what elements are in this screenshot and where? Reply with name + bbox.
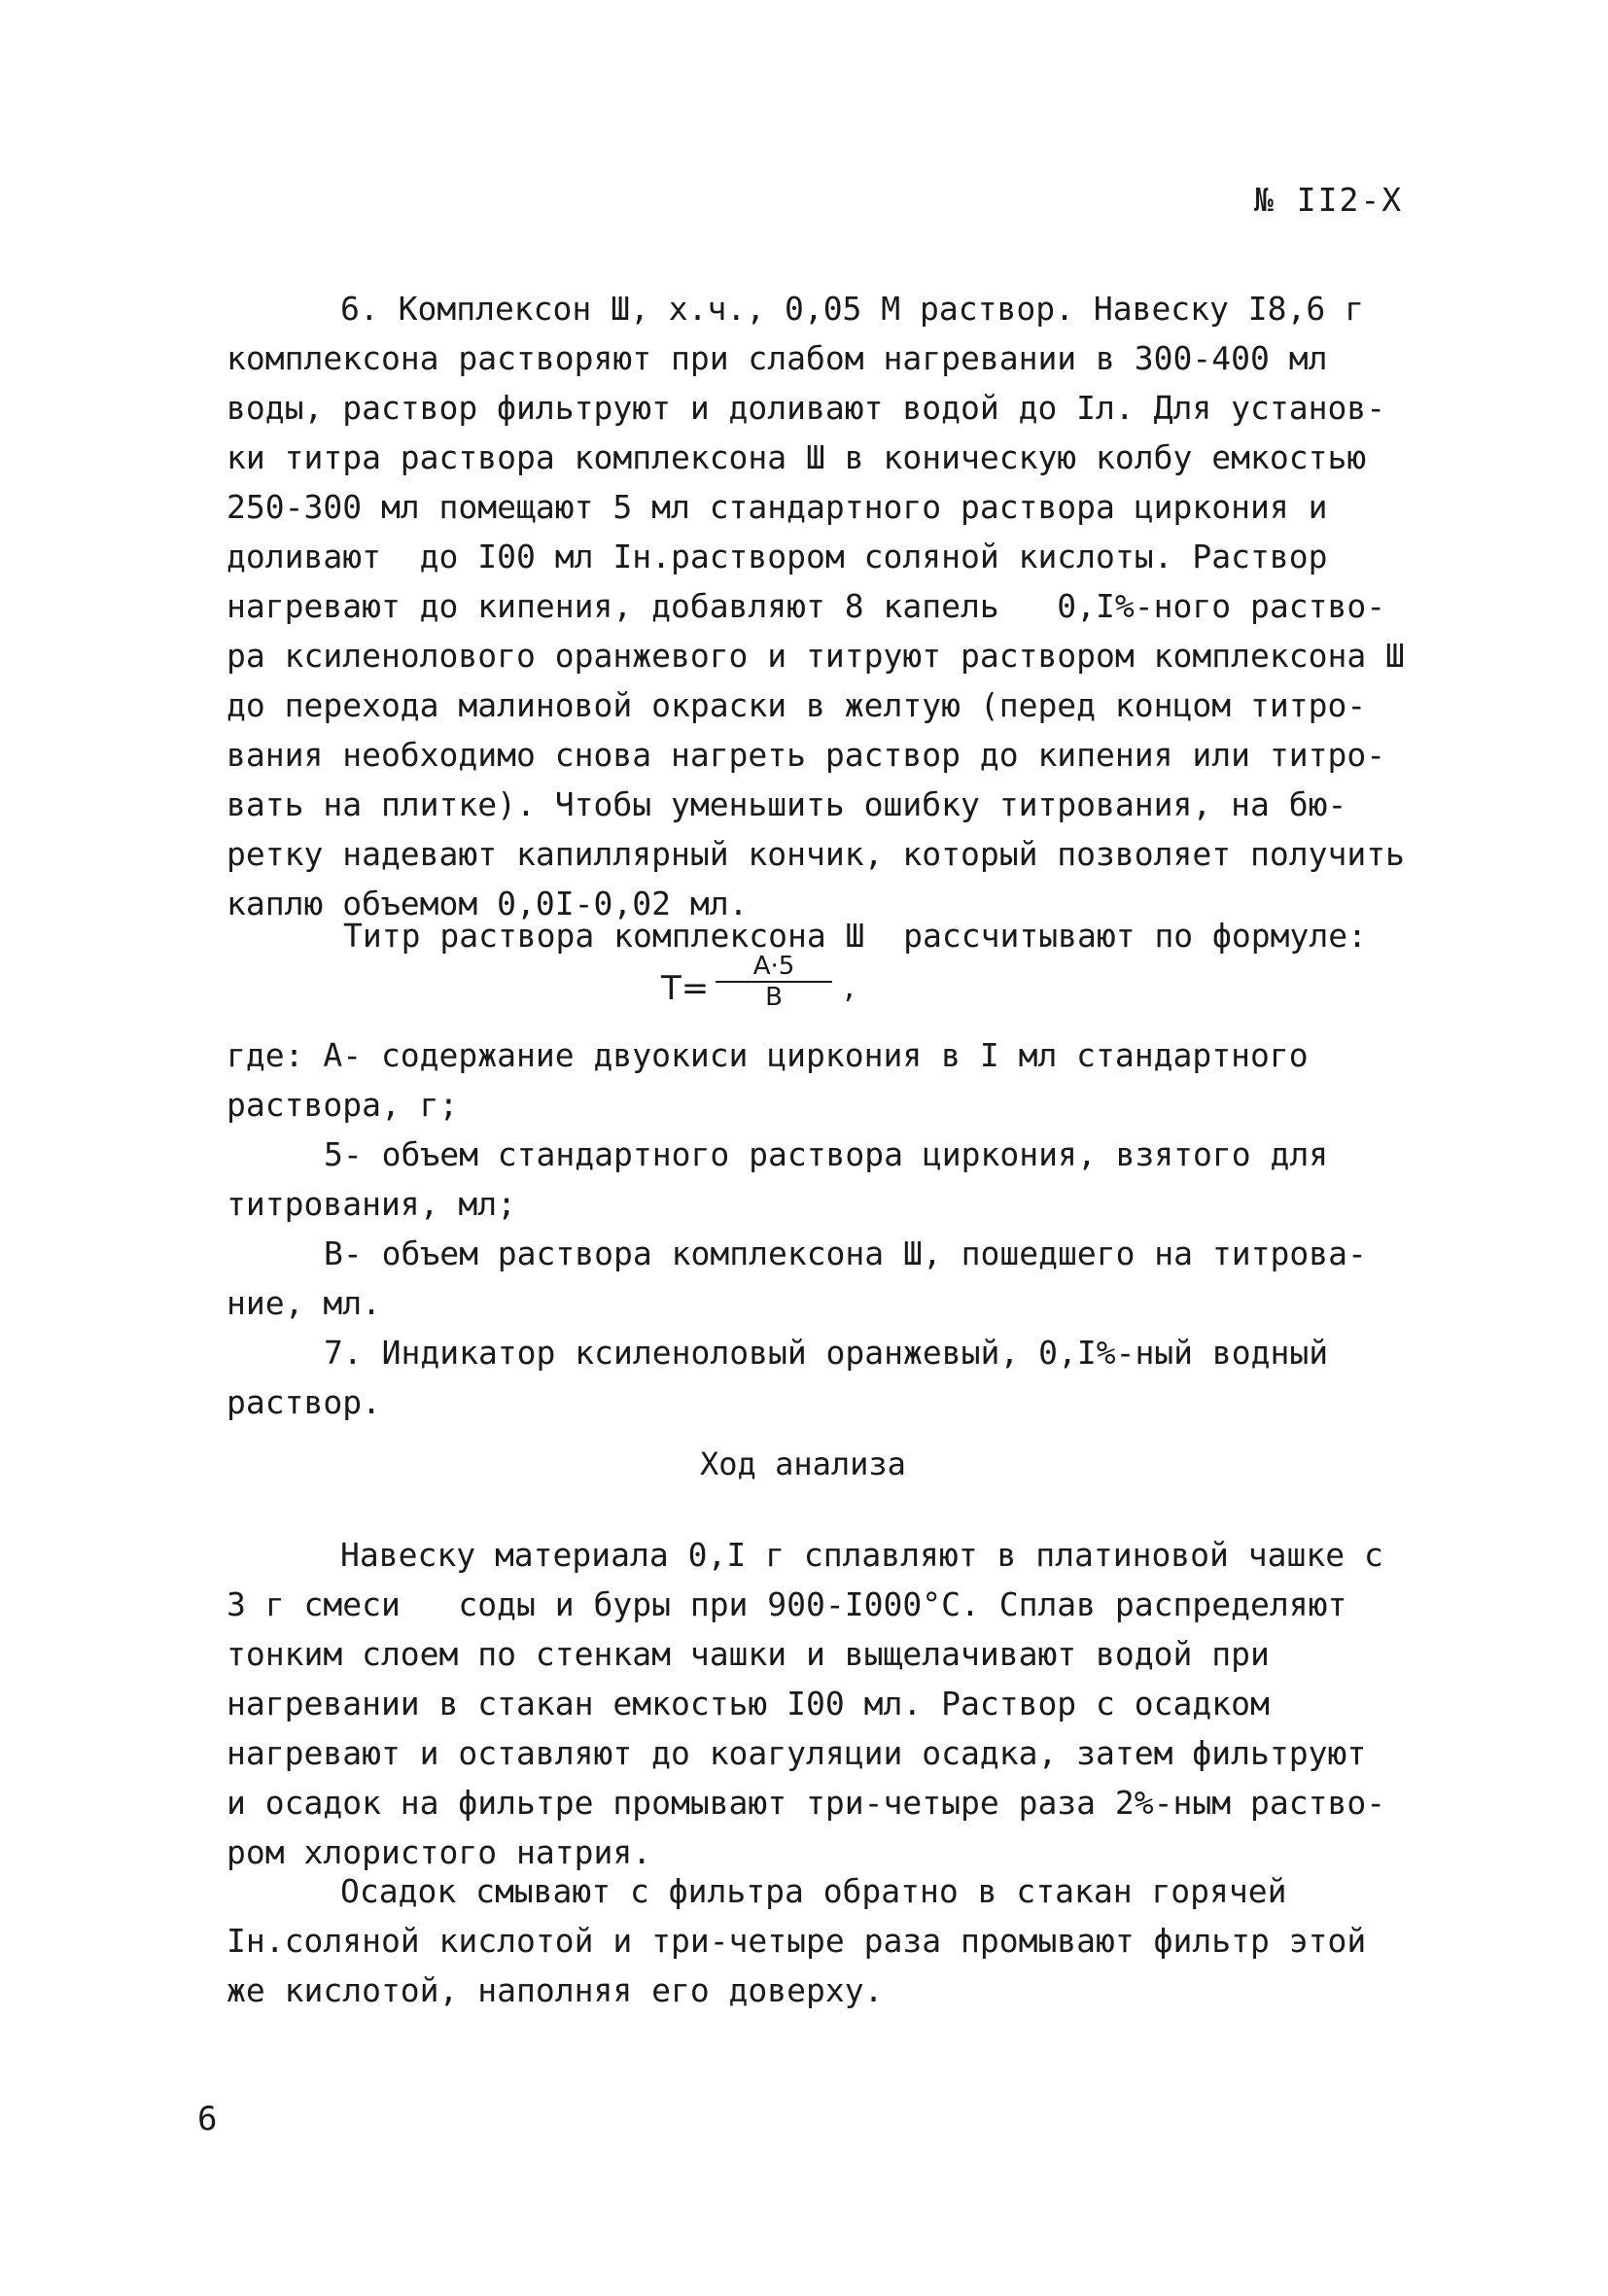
formula-lhs: T= [661,969,710,1008]
text-line: каплю объемом 0,0I-0,02 мл. [227,885,749,922]
text-line: вать на плитке). Чтобы уменьшить ошибку титрования, на бю- [227,785,1347,823]
text-line: нагревают и оставляют до коагуляции осадка, затем фильтруют [227,1734,1367,1772]
text-line: ретку надевают капиллярный кончик, который позволяет получить [227,835,1405,873]
text-line: ние, мл. [227,1284,381,1322]
text-line: до перехода малиновой окраски в желтую (перед концом титро- [227,686,1367,724]
document-number: № II2-X [1254,181,1404,219]
text-line: вания необходимо снова нагреть раствор до кипения или титро- [227,736,1386,774]
text-line: Осадок смывают с фильтра обратно в стакан горячей [340,1872,1287,1910]
formula-intro: Титр раствора комплексона Ш рассчитывают по формуле: [343,917,1367,955]
text-line: где: А- содержание двуокиси циркония в I мл стандартного [227,1036,1309,1074]
formula-denominator: B [765,983,783,1012]
text-line: нагревании в стакан емкостью I00 мл. Раствор с осадком [227,1685,1270,1722]
text-line: ки титра раствора комплексона Ш в коническую колбу емкостью [227,438,1367,476]
text-line: же кислотой, наполняя его доверху. [227,1971,884,2009]
formula-fraction [706,952,842,1012]
paragraph-analysis-1 [227,1530,1451,1877]
text-line: тонким слоем по стенкам чашки и выщелачивают водой при [227,1635,1270,1673]
text-line: раствора, г; [227,1086,459,1124]
text-line: 7. Индикатор ксиленоловый оранжевый, 0,I%-ный водный [324,1334,1329,1372]
text-line: ром хлористого натрия. [227,1833,652,1871]
text-line: ра ксиленолового оранжевого и титруют раствором комплексона Ш [227,637,1405,675]
paragraph-reagent-6 [227,284,1451,928]
formula-trail: , [844,967,855,1006]
text-line: 250-300 мл помещают 5 мл стандартного раствора циркония и [227,488,1328,526]
text-line: и осадок на фильтре промывают три-четыре раза 2%-ным раство- [227,1784,1386,1822]
paragraph-analysis-2 [227,1866,1451,2015]
text-line: раствор. [227,1383,381,1421]
formula-legend [227,1030,1451,1427]
text-line: 5- объем стандартного раствора циркония, взятого для [324,1135,1329,1173]
text-line: Iн.соляной кислотой и три-четыре раза промывают фильтр этой [227,1922,1367,1960]
text-line: комплексона растворяют при слабом нагревании в 300-400 мл [227,339,1328,377]
text-line: 3 г смеси соды и буры при 900-I000°С. Сплав распределяют [227,1585,1347,1623]
text-line: титрования, мл; [227,1185,517,1223]
text-line: воды, раствор фильтруют и доливают водой до Iл. Для установ- [227,389,1386,427]
text-line: доливают до I00 мл Iн.раствором соляной кислоты. Раствор [227,538,1328,575]
page-number: 6 [197,2100,218,2139]
section-title: Ход анализа [700,1445,906,1482]
text-line: 6. Комплексон Ш, х.ч., 0,05 М раствор. Навеску I8,6 г [340,290,1364,328]
formula-numerator: A·5 [752,952,795,981]
text-line: В- объем раствора комплексона Ш, пошедшего на титрова- [324,1235,1367,1272]
text-line: Навеску материала 0,I г сплавляют в платиновой чашке с [340,1536,1383,1574]
text-line: нагревают до кипения, добавляют 8 капель 0,I%-ного раство- [227,587,1386,625]
